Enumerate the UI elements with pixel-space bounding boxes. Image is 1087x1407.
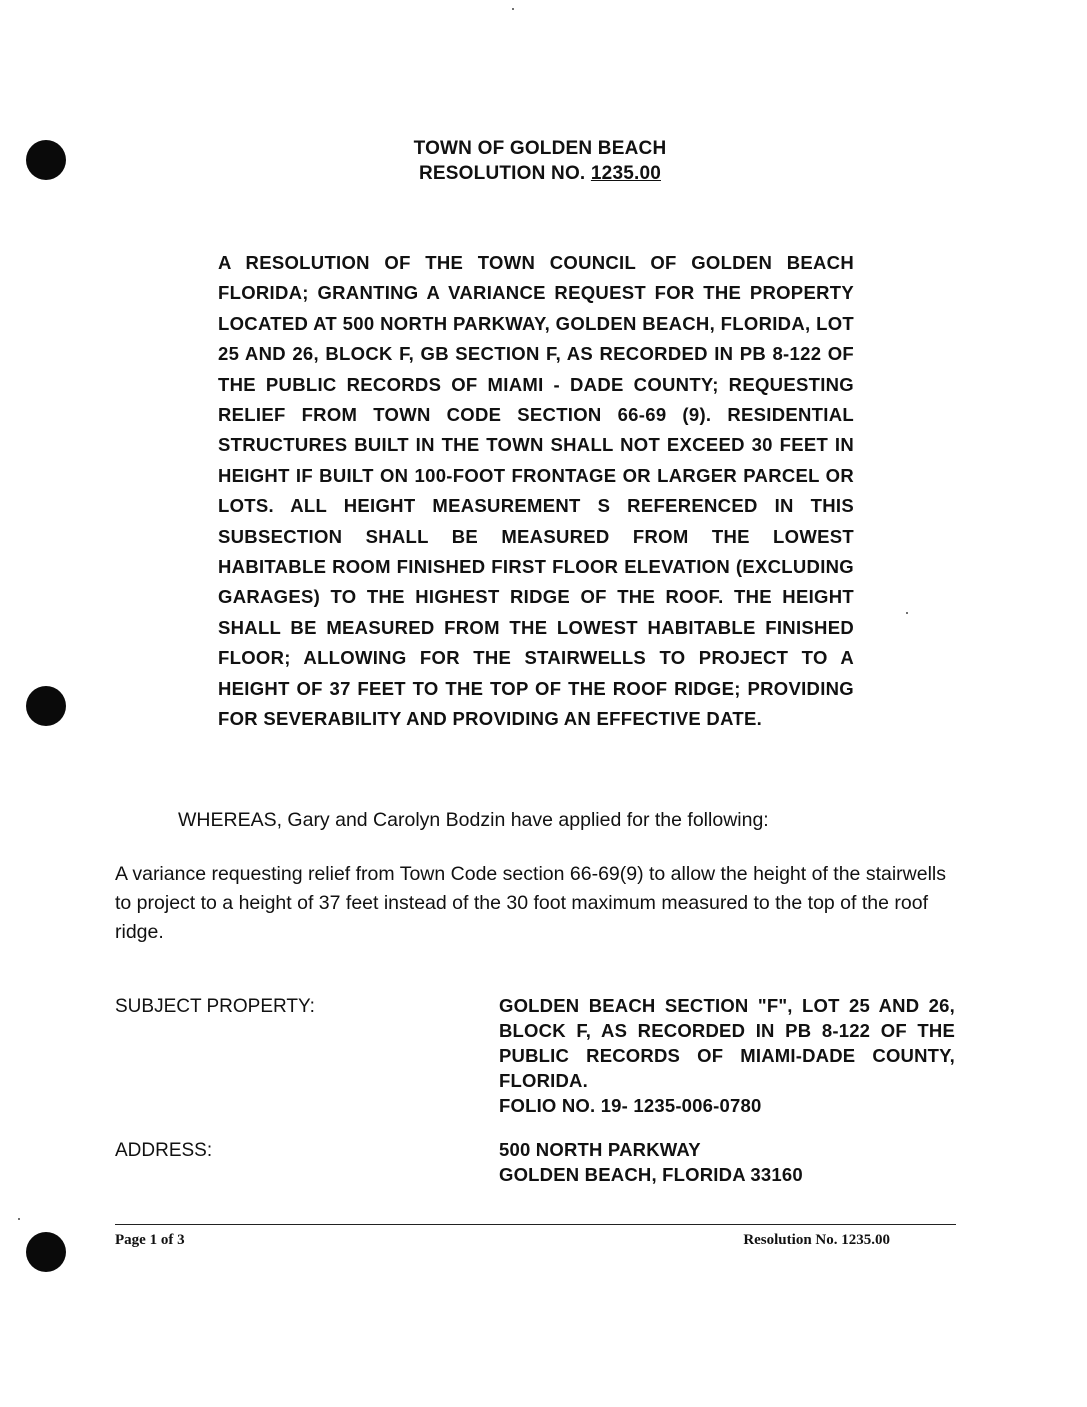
- town-title: TOWN OF GOLDEN BEACH: [413, 138, 667, 159]
- address-line: GOLDEN BEACH, FLORIDA 33160: [499, 1164, 803, 1185]
- resolution-abstract: A RESOLUTION OF THE TOWN COUNCIL OF GOLDEN BEACH FLORIDA; GRANTING A VARIANCE REQUEST FOR THE PROPERTY LOCATED AT 500 NORTH PARKWAY, GOLDEN BEACH, FLORIDA, LOT 25 AND 26, BLOCK F, GB SECTION F, AS RECORDED IN PB 8-122 OF THE PUBLIC RECORDS OF MIAMI - DADE COUNTY; REQUESTING RELIEF FROM TOWN CODE SECTION 66-69 (9). RESIDENTIAL STRUCTURES BUILT IN THE TOWN SHALL NOT EXCEED 30 FEET IN HEIGHT IF BUILT ON 100-FOOT FRONTAGE OR LARGER PARCEL OR LOTS. ALL HEIGHT MEASUREMENT S REFERENCED IN THIS SUBSECTION SHALL BE MEASURED FROM THE LOWEST HABITABLE ROOM FINISHED FIRST FLOOR ELEVATION (EXCLUDING GARAGES) TO THE HIGHEST RIDGE OF THE ROOF. THE HEIGHT SHALL BE MEASURED FROM THE LOWEST HABITABLE FINISHED FLOOR; ALLOWING FOR THE STAIRWELLS TO PROJECT TO A HEIGHT OF 37 FEET TO THE TOP OF THE ROOF RIDGE; PROVIDING FOR SEVERABILITY AND PROVIDING AN EFFECTIVE DATE.: [218, 252, 854, 730]
- scan-speck: [906, 612, 908, 614]
- subject-property-line: BLOCK F, AS RECORDED IN PB 8-122 OF THE: [499, 1020, 955, 1041]
- subject-property-line: PUBLIC RECORDS OF MIAMI-DADE COUNTY,: [499, 1045, 955, 1066]
- resolution-number-line: [380, 161, 700, 186]
- scan-speck: [512, 8, 514, 10]
- address-value: [499, 1137, 955, 1187]
- binder-hole-bottom: [26, 1232, 66, 1272]
- whereas-clause: WHEREAS, Gary and Carolyn Bodzin have applied for the following:: [178, 809, 769, 831]
- binder-hole-top: [26, 140, 66, 180]
- resolution-heading: [380, 136, 700, 186]
- resolution-label: RESOLUTION NO.: [419, 163, 586, 184]
- subject-property-value: [499, 993, 955, 1118]
- binder-hole-middle: [26, 686, 66, 726]
- folio-number: FOLIO NO. 19- 1235-006-0780: [499, 1095, 762, 1116]
- subject-property-line: FLORIDA.: [499, 1070, 588, 1091]
- resolution-number: 1235.00: [590, 163, 661, 184]
- variance-description: A variance requesting relief from Town Code section 66-69(9) to allow the height of the stairwells to project to a height of 37 feet instead of the 30 foot maximum measured to the top of the roof ridge.: [115, 863, 946, 943]
- scan-speck: [18, 1218, 20, 1220]
- page-number: Page 1 of 3: [115, 1232, 185, 1248]
- footer-divider: [115, 1224, 956, 1225]
- subject-property-line: GOLDEN BEACH SECTION "F", LOT 25 AND 26,: [499, 995, 955, 1016]
- address-label: ADDRESS:: [115, 1140, 213, 1161]
- footer-resolution-reference: Resolution No. 1235.00: [743, 1232, 890, 1248]
- subject-property-label: SUBJECT PROPERTY:: [115, 996, 315, 1017]
- address-line: 500 NORTH PARKWAY: [499, 1139, 701, 1160]
